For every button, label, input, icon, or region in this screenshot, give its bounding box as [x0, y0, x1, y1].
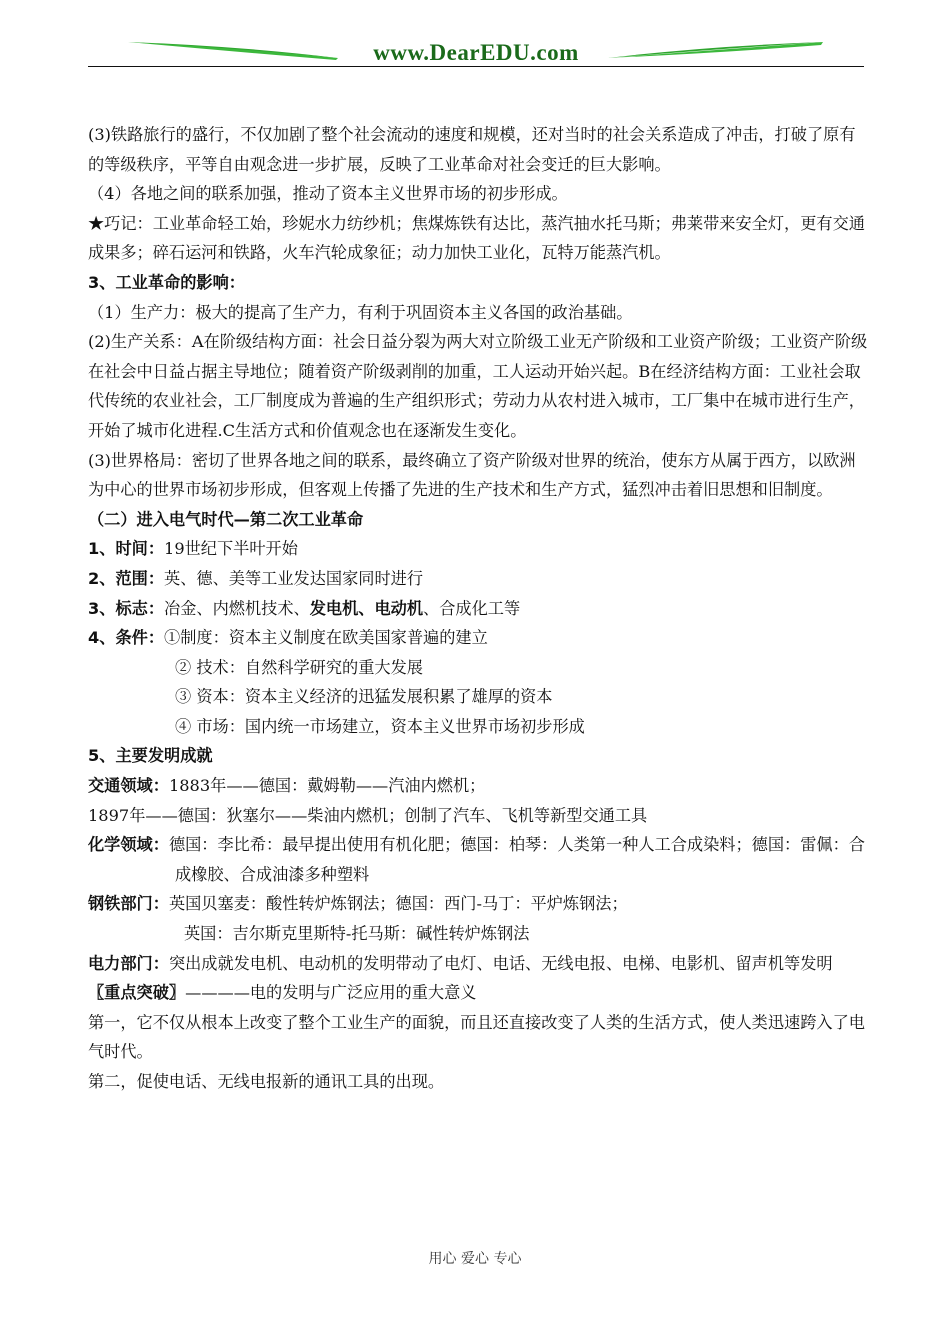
- paragraph-relations: (2)生产关系：A在阶级结构方面：社会日益分裂为两大对立阶级工业无产阶级和工业资产阶级；工业资产阶级在社会中日益占据主导地位；随着资产阶级剥削的加重，工人运动开始兴起。B在经济结构方面：工业社会取代传统的农业社会，工厂制度成为普遍的生产组织形式；劳动力从农村进入城市，工厂集中在城市进行生产，开始了城市化进程.C生活方式和价值观念也在逐渐发生变化。: [88, 332, 868, 440]
- field-steel-text: 英国贝塞麦：酸性转炉炼钢法；德国：西门-马丁：平炉炼钢法；: [168, 894, 628, 914]
- key-point-label: 〖重点突破〗: [88, 983, 186, 1003]
- field-chemistry-text: 德国：李比希：最早提出使用有机化肥；德国：柏琴：人类第一种人工合成染料；德国：雷佩：合成橡胶、合成油漆多种塑料: [168, 835, 865, 884]
- condition-3: ③ 资本：资本主义经济的迅猛发展积累了雄厚的资本: [175, 687, 553, 707]
- item-sign-text-b: 发电机、电动机: [309, 598, 424, 618]
- document-body: [88, 120, 868, 1097]
- heading-inventions: 5、主要发明成就: [88, 746, 213, 766]
- paragraph-world-market: （4）各地之间的联系加强，推动了资本主义世界市场的初步形成。: [88, 184, 568, 204]
- item-time-text: 19世纪下半叶开始: [164, 539, 298, 559]
- item-conditions-label: 4、条件：: [88, 628, 165, 648]
- field-transport-label: 交通领域：: [88, 776, 169, 796]
- item-scope: [88, 564, 868, 594]
- condition-2: ② 技术：自然科学研究的重大发展: [175, 657, 423, 677]
- paragraph-railway: (3)铁路旅行的盛行，不仅加剧了整个社会流动的速度和规模，还对当时的社会关系造成了冲击，打破了原有的等级秩序，平等自由观念进一步扩展，反映了工业革命对社会变迁的巨大影响。: [88, 125, 856, 174]
- field-transport-text-2: 1897年——德国：狄塞尔——柴油内燃机；创制了汽车、飞机等新型交通工具: [88, 805, 648, 825]
- item-conditions: [88, 623, 868, 653]
- paragraph-world-pattern: (3)世界格局：密切了世界各地之间的联系，最终确立了资产阶级对世界的统治，使东方从属于西方，以欧洲为中心的世界市场初步形成，但客观上传播了先进的生产技术和生产方式，猛烈冲击着旧思想和旧制度。: [88, 450, 856, 500]
- item-sign-text-a: 冶金、内燃机技术、: [164, 598, 310, 618]
- field-steel: [88, 889, 868, 919]
- item-scope-text: 英、德、美等工业发达国家同时进行: [164, 568, 424, 588]
- page-footer: 用心 爱心 专心: [428, 1251, 522, 1267]
- paragraph-productivity: （1）生产力：极大的提高了生产力，有利于巩固资本主义各国的政治基础。: [88, 302, 633, 322]
- field-steel-text-2: 英国：吉尔斯克里斯特-托马斯：碱性转炉炼钢法: [184, 924, 530, 944]
- key-point-text: ————电的发明与广泛应用的重大意义: [185, 983, 477, 1003]
- field-transport: [88, 771, 868, 801]
- item-sign: [88, 594, 868, 624]
- paragraph-mnemonic: ★巧记：工业革命轻工始，珍妮水力纺纱机；焦煤炼铁有达比，蒸汽抽水托马斯；弗莱带来安全灯，更有交通成果多；碎石运河和铁路，火车汽轮成象征；动力加快工业化，瓦特万能蒸汽机。: [88, 213, 865, 263]
- field-steel-label: 钢铁部门：: [88, 894, 169, 914]
- header-rule: [88, 66, 864, 67]
- item-scope-label: 2、范围：: [88, 568, 165, 588]
- field-electric-label: 电力部门：: [88, 953, 169, 973]
- site-logo-text: www.DearEDU.com: [373, 40, 579, 65]
- key-point: [88, 978, 868, 1008]
- field-electric: [88, 949, 868, 979]
- condition-4: ④ 市场：国内统一市场建立，资本主义世界市场初步形成: [175, 716, 585, 736]
- field-chemistry: [88, 830, 868, 889]
- significance-2: 第二，促使电话、无线电报新的通讯工具的出现。: [88, 1072, 445, 1091]
- item-time-label: 1、时间：: [88, 539, 165, 559]
- page-header: [88, 36, 864, 70]
- item-sign-text-c: 、合成化工等: [423, 598, 521, 618]
- heading-second-revolution: （二）进入电气时代—第二次工业革命: [88, 509, 364, 529]
- field-electric-text: 突出成就发电机、电动机的发明带动了电灯、电话、无线电报、电梯、电影机、留声机等发明: [168, 953, 833, 973]
- field-chemistry-label: 化学领域：: [88, 835, 169, 855]
- heading-impact: 3、工业革命的影响：: [88, 272, 245, 292]
- field-transport-text: 1883年——德国：戴姆勒——汽油内燃机；: [168, 776, 486, 796]
- item-sign-label: 3、标志：: [88, 598, 165, 618]
- item-time: [88, 534, 868, 564]
- significance-1: 第一，它不仅从根本上改变了整个工业生产的面貌，而且还直接改变了人类的生活方式，使人类迅速跨入了电气时代。: [88, 1012, 865, 1062]
- condition-1: ①制度：资本主义制度在欧美国家普遍的建立: [164, 628, 488, 648]
